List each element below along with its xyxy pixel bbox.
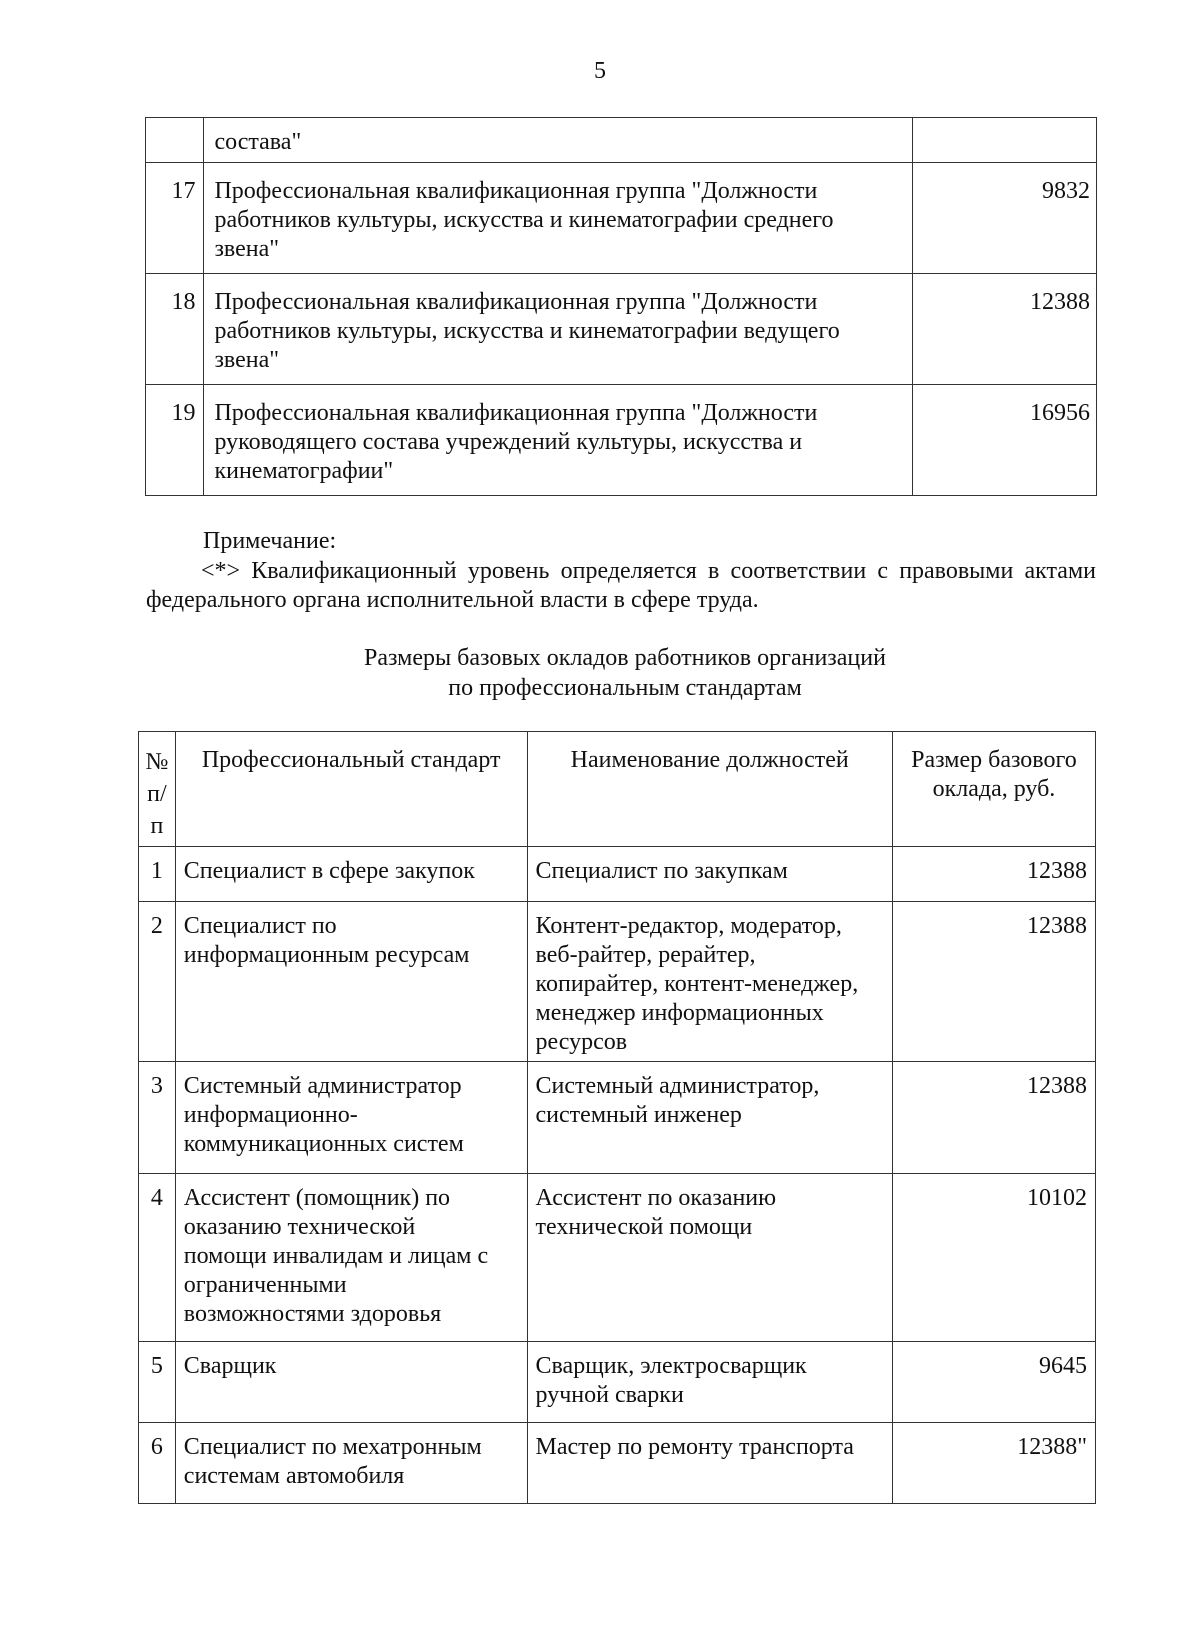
section-title (0, 643, 1200, 703)
standard-name: Специалист по мехатронным системам автомобиля (175, 1423, 527, 1504)
position-names: Специалист по закупкам (527, 847, 892, 902)
table-row (139, 847, 1096, 902)
table-row (139, 1174, 1096, 1342)
table-header-row (139, 732, 1096, 847)
position-names: Сварщик, электросварщик ручной сварки (527, 1342, 892, 1423)
qualification-groups-table (145, 117, 1097, 496)
table-row (146, 118, 1097, 163)
standard-name: Специалист по информационным ресурсам (175, 902, 527, 1062)
section-title-line: Размеры базовых окладов работников организаций (364, 645, 886, 671)
salary-value: 12388 (912, 274, 1096, 385)
salary-value: 12388" (892, 1423, 1095, 1504)
row-number: 4 (139, 1174, 176, 1342)
standard-name: Сварщик (175, 1342, 527, 1423)
standard-name: Ассистент (помощник) по оказанию технической помощи инвалидам и лицам с ограниченными возможностями здоровья (175, 1174, 527, 1342)
table-row (146, 385, 1097, 496)
row-number: 17 (146, 163, 204, 274)
salary-value: 10102 (892, 1174, 1095, 1342)
table-row (146, 163, 1097, 274)
salary-value: 9832 (912, 163, 1096, 274)
header-salary: Размер базового оклада, руб. (892, 732, 1095, 847)
table-row (139, 1062, 1096, 1174)
salary-value: 12388 (892, 902, 1095, 1062)
note-text: <*> Квалификационный уровень определяется в соответствии с правовыми актами федерального органа исполнительной власти в сфере труда. (146, 558, 1096, 613)
position-names: Мастер по ремонту транспорта (527, 1423, 892, 1504)
group-name: Профессиональная квалификационная группа "Должности работников культуры, искусства и кинематографии ведущего звена" (204, 274, 912, 385)
group-name: состава" (204, 118, 912, 163)
group-name: Профессиональная квалификационная группа "Должности работников культуры, искусства и кинематографии среднего звена" (204, 163, 912, 274)
table-row (139, 902, 1096, 1062)
salary-value: 9645 (892, 1342, 1095, 1423)
row-number: 1 (139, 847, 176, 902)
note-heading: Примечание: (203, 528, 337, 554)
row-number: 6 (139, 1423, 176, 1504)
professional-standards-table (138, 731, 1096, 1504)
header-positions: Наименование должностей (527, 732, 892, 847)
row-number: 5 (139, 1342, 176, 1423)
row-number: 18 (146, 274, 204, 385)
salary-value (912, 118, 1096, 163)
standard-name: Системный администратор информационно- коммуникационных систем (175, 1062, 527, 1174)
salary-value: 12388 (892, 1062, 1095, 1174)
position-names: Ассистент по оказанию технической помощи (527, 1174, 892, 1342)
row-number (146, 118, 204, 163)
page-number: 5 (594, 58, 606, 84)
table-row (139, 1423, 1096, 1504)
position-names: Системный администратор, системный инженер (527, 1062, 892, 1174)
section-title-line: по профессиональным стандартам (448, 675, 802, 701)
salary-value: 16956 (912, 385, 1096, 496)
table-row (139, 1342, 1096, 1423)
row-number: 19 (146, 385, 204, 496)
standard-name: Специалист в сфере закупок (175, 847, 527, 902)
header-number: № п/ п (139, 732, 176, 847)
header-standard: Профессиональный стандарт (175, 732, 527, 847)
row-number: 3 (139, 1062, 176, 1174)
salary-value: 12388 (892, 847, 1095, 902)
table-row (146, 274, 1097, 385)
row-number: 2 (139, 902, 176, 1062)
group-name: Профессиональная квалификационная группа "Должности руководящего состава учреждений культуры, искусства и кинематографии" (204, 385, 912, 496)
position-names: Контент-редактор, модератор, веб-райтер, рерайтер, копирайтер, контент-менеджер, менеджер информационных ресурсов (527, 902, 892, 1062)
